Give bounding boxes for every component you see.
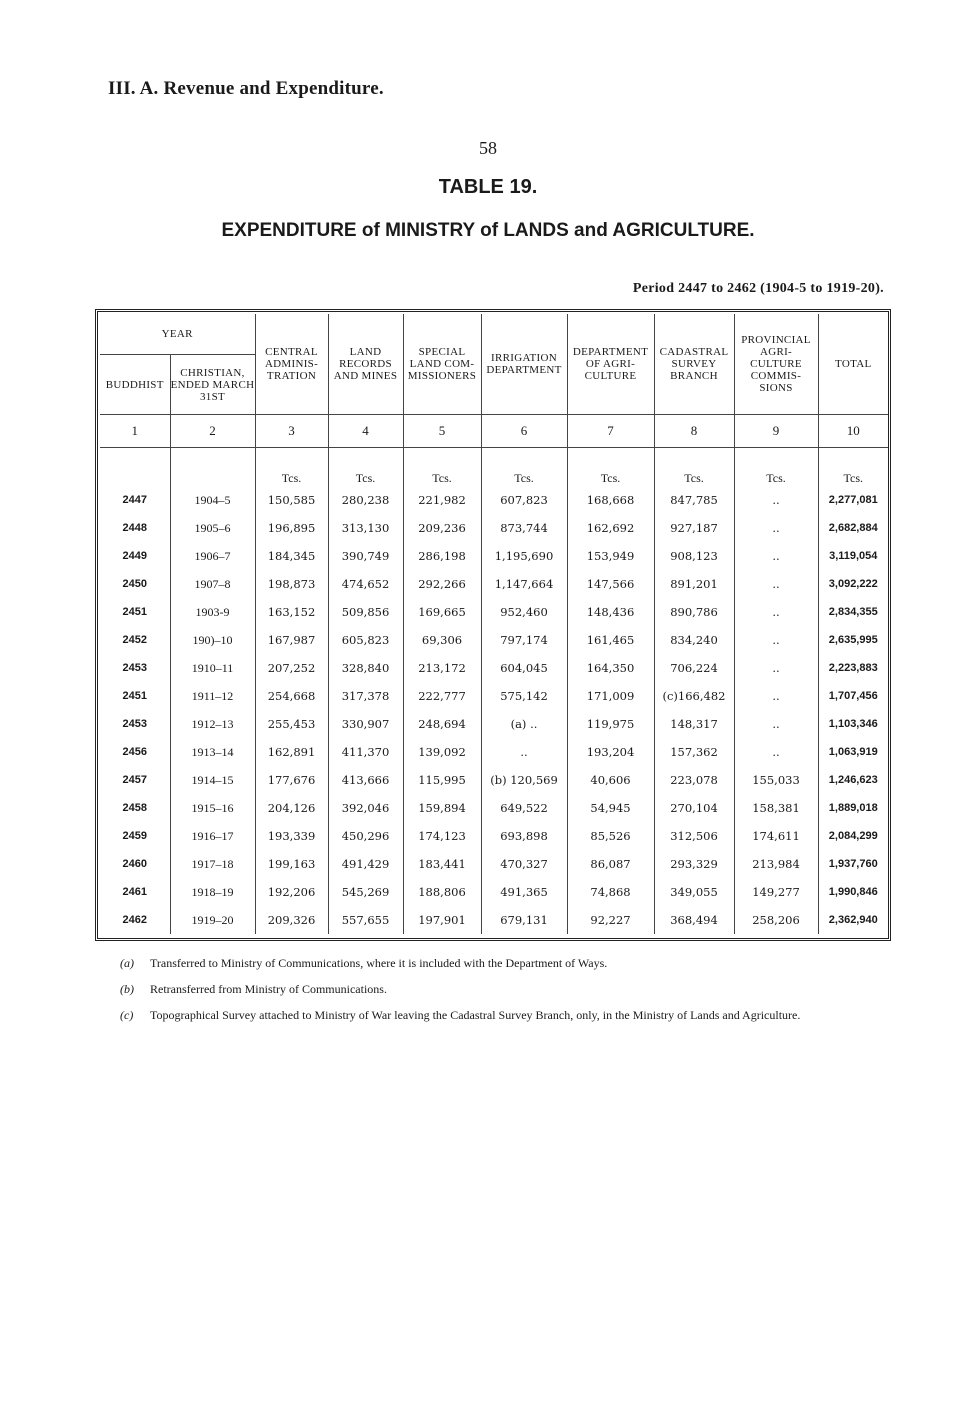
cell-special: 209,236 (403, 514, 481, 542)
cell-irrigation: .. (481, 738, 567, 766)
cell-agri: 161,465 (567, 626, 654, 654)
table-row (100, 486, 888, 514)
cell-cadastral: 890,786 (654, 598, 734, 626)
cell-central: 254,668 (255, 682, 328, 710)
cell-christian: 1905–6 (170, 514, 255, 542)
cell-central: 163,152 (255, 598, 328, 626)
cell-special: 292,266 (403, 570, 481, 598)
cell-provincial: 149,277 (734, 878, 818, 906)
column-number: 9 (734, 415, 818, 448)
cell-land: 605,823 (328, 626, 403, 654)
cell-irrigation: (a) .. (481, 710, 567, 738)
header-total: TOTAL (818, 314, 888, 415)
cell-total: 1,103,346 (818, 710, 888, 738)
cell-special: 248,694 (403, 710, 481, 738)
cell-agri: 147,566 (567, 570, 654, 598)
cell-buddhist: 2447 (122, 494, 147, 506)
cell-land: 330,907 (328, 710, 403, 738)
column-number: 6 (481, 415, 567, 448)
cell-cadastral: 223,078 (654, 766, 734, 794)
cell-christian: 1917–18 (170, 850, 255, 878)
cell-christian: 1911–12 (170, 682, 255, 710)
cell-cadastral: 349,055 (654, 878, 734, 906)
table-row (100, 794, 888, 822)
cell-total: 2,834,355 (818, 598, 888, 626)
cell-buddhist: 2452 (122, 634, 147, 646)
cell-agri: 85,526 (567, 822, 654, 850)
cell-total: 1,937,760 (818, 850, 888, 878)
cell-agri: 74,868 (567, 878, 654, 906)
cell-irrigation: 1,195,690 (481, 542, 567, 570)
cell-central: 193,339 (255, 822, 328, 850)
cell-central: 162,891 (255, 738, 328, 766)
cell-christian: 1910–11 (170, 654, 255, 682)
cell-buddhist: 2451 (122, 606, 147, 618)
period-label: Period 2447 to 2462 (1904-5 to 1919-20). (632, 281, 884, 296)
cell-land: 557,655 (328, 906, 403, 934)
footnote (120, 1007, 890, 1024)
footnotes (120, 955, 890, 1033)
cell-christian: 1916–17 (170, 822, 255, 850)
cell-total: 2,635,995 (818, 626, 888, 654)
cell-irrigation: 693,898 (481, 822, 567, 850)
cell-agri: 86,087 (567, 850, 654, 878)
cell-land: 392,046 (328, 794, 403, 822)
column-number-row (100, 415, 888, 448)
footnote-text: Retransferred from Ministry of Communications. (150, 982, 387, 996)
cell-central: 207,252 (255, 654, 328, 682)
footnote-text: Topographical Survey attached to Ministry of War leaving the Cadastral Survey Branch, only, in the Ministry of Lands and Agriculture. (150, 1008, 801, 1022)
header-christian: CHRISTIAN, ENDED MARCH 31ST (170, 355, 255, 415)
table-row (100, 710, 888, 738)
column-number: 10 (818, 415, 888, 448)
table-number: TABLE 19. (438, 176, 538, 198)
cell-agri: 168,668 (567, 486, 654, 514)
cell-cadastral: 891,201 (654, 570, 734, 598)
unit-row (100, 448, 888, 487)
cell-cadastral: 293,329 (654, 850, 734, 878)
cell-buddhist: 2449 (122, 550, 147, 562)
section-heading: III. A. Revenue and Expenditure. (108, 78, 384, 99)
cell-central: 192,206 (255, 878, 328, 906)
column-number: 2 (170, 415, 255, 448)
cell-central: 184,345 (255, 542, 328, 570)
cell-buddhist: 2459 (122, 830, 147, 842)
cell-cadastral: 834,240 (654, 626, 734, 654)
cell-irrigation: 604,045 (481, 654, 567, 682)
cell-cadastral: 148,317 (654, 710, 734, 738)
unit-label: Tcs. (481, 448, 567, 487)
cell-special: 69,306 (403, 626, 481, 654)
table-row (100, 598, 888, 626)
cell-agri: 164,350 (567, 654, 654, 682)
cell-total: 2,084,299 (818, 822, 888, 850)
cell-provincial: 155,033 (734, 766, 818, 794)
cell-total: 1,707,456 (818, 682, 888, 710)
cell-agri: 148,436 (567, 598, 654, 626)
table-title: EXPENDITURE of MINISTRY of LANDS and AGRICULTURE. (221, 220, 755, 241)
unit-label: Tcs. (567, 448, 654, 487)
cell-special: 197,901 (403, 906, 481, 934)
cell-special: 188,806 (403, 878, 481, 906)
cell-land: 313,130 (328, 514, 403, 542)
cell-land: 450,296 (328, 822, 403, 850)
cell-central: 196,895 (255, 514, 328, 542)
table-row (100, 878, 888, 906)
cell-agri: 119,975 (567, 710, 654, 738)
table-row (100, 766, 888, 794)
cell-special: 174,123 (403, 822, 481, 850)
cell-irrigation: (b) 120,569 (481, 766, 567, 794)
cell-special: 222,777 (403, 682, 481, 710)
cell-land: 491,429 (328, 850, 403, 878)
unit-label: Tcs. (734, 448, 818, 487)
cell-buddhist: 2457 (122, 774, 147, 786)
cell-provincial: 213,984 (734, 850, 818, 878)
cell-cadastral: 312,506 (654, 822, 734, 850)
table-row (100, 626, 888, 654)
header-land-records: LAND RECORDS AND MINES (328, 314, 403, 415)
cell-buddhist: 2453 (122, 662, 147, 674)
cell-special: 213,172 (403, 654, 481, 682)
cell-land: 413,666 (328, 766, 403, 794)
cell-central: 177,676 (255, 766, 328, 794)
cell-cadastral: (c)166,482 (654, 682, 734, 710)
column-number: 5 (403, 415, 481, 448)
cell-christian: 1912–13 (170, 710, 255, 738)
table-row (100, 822, 888, 850)
table-body (100, 486, 888, 934)
cell-irrigation: 649,522 (481, 794, 567, 822)
cell-provincial: .. (734, 570, 818, 598)
cell-provincial: 174,611 (734, 822, 818, 850)
cell-christian: 1918–19 (170, 878, 255, 906)
cell-total: 2,362,940 (818, 906, 888, 934)
cell-cadastral: 270,104 (654, 794, 734, 822)
cell-christian: 1904–5 (170, 486, 255, 514)
cell-special: 183,441 (403, 850, 481, 878)
cell-provincial: .. (734, 654, 818, 682)
cell-land: 317,378 (328, 682, 403, 710)
footnote-mark: (c) (120, 1008, 134, 1022)
cell-central: 199,163 (255, 850, 328, 878)
cell-christian: 1914–15 (170, 766, 255, 794)
cell-special: 221,982 (403, 486, 481, 514)
cell-christian: 1906–7 (170, 542, 255, 570)
cell-buddhist: 2456 (122, 746, 147, 758)
cell-special: 115,995 (403, 766, 481, 794)
cell-central: 167,987 (255, 626, 328, 654)
cell-irrigation: 491,365 (481, 878, 567, 906)
cell-provincial: .. (734, 710, 818, 738)
cell-total: 1,246,623 (818, 766, 888, 794)
cell-cadastral: 927,187 (654, 514, 734, 542)
cell-agri: 193,204 (567, 738, 654, 766)
cell-land: 280,238 (328, 486, 403, 514)
cell-provincial: .. (734, 626, 818, 654)
cell-cadastral: 706,224 (654, 654, 734, 682)
cell-special: 286,198 (403, 542, 481, 570)
cell-buddhist: 2460 (122, 858, 147, 870)
cell-central: 198,873 (255, 570, 328, 598)
header-irrigation-department: IRRIGATION DEPARTMENT (481, 314, 567, 415)
cell-agri: 54,945 (567, 794, 654, 822)
cell-christian: 1919–20 (170, 906, 255, 934)
cell-special: 139,092 (403, 738, 481, 766)
cell-agri: 171,009 (567, 682, 654, 710)
cell-land: 411,370 (328, 738, 403, 766)
column-number: 1 (100, 415, 170, 448)
cell-provincial: 158,381 (734, 794, 818, 822)
unit-label: Tcs. (403, 448, 481, 487)
cell-total: 1,990,846 (818, 878, 888, 906)
cell-total: 3,092,222 (818, 570, 888, 598)
cell-cadastral: 368,494 (654, 906, 734, 934)
cell-irrigation: 679,131 (481, 906, 567, 934)
cell-christian: 1903-9 (170, 598, 255, 626)
page-number: 58 (479, 138, 497, 158)
cell-irrigation: 873,744 (481, 514, 567, 542)
footnote-text: Transferred to Ministry of Communications, where it is included with the Department of Ways. (150, 956, 608, 970)
cell-christian: 1915–16 (170, 794, 255, 822)
column-number: 7 (567, 415, 654, 448)
unit-label: Tcs. (328, 448, 403, 487)
cell-land: 390,749 (328, 542, 403, 570)
cell-total: 1,063,919 (818, 738, 888, 766)
unit-label: Tcs. (654, 448, 734, 487)
cell-buddhist: 2448 (122, 522, 147, 534)
cell-central: 209,326 (255, 906, 328, 934)
cell-irrigation: 1,147,664 (481, 570, 567, 598)
cell-provincial: 258,206 (734, 906, 818, 934)
cell-provincial: .. (734, 682, 818, 710)
cell-irrigation: 607,823 (481, 486, 567, 514)
cell-agri: 92,227 (567, 906, 654, 934)
cell-land: 474,652 (328, 570, 403, 598)
cell-cadastral: 157,362 (654, 738, 734, 766)
cell-buddhist: 2461 (122, 886, 147, 898)
cell-agri: 162,692 (567, 514, 654, 542)
unit-label: Tcs. (818, 448, 888, 487)
header-provincial-agriculture-commissions: PROVINCIAL AGRI-CULTURE COMMIS-SIONS (734, 314, 818, 415)
cell-special: 159,894 (403, 794, 481, 822)
cell-buddhist: 2453 (122, 718, 147, 730)
cell-provincial: .. (734, 486, 818, 514)
table-row (100, 682, 888, 710)
cell-total: 2,223,883 (818, 654, 888, 682)
cell-land: 328,840 (328, 654, 403, 682)
cell-provincial: .. (734, 738, 818, 766)
cell-provincial: .. (734, 598, 818, 626)
cell-buddhist: 2462 (122, 914, 147, 926)
cell-provincial: .. (734, 542, 818, 570)
table-row (100, 570, 888, 598)
table-row (100, 738, 888, 766)
cell-total: 2,277,081 (818, 486, 888, 514)
cell-cadastral: 908,123 (654, 542, 734, 570)
unit-label: Tcs. (255, 448, 328, 487)
cell-central: 255,453 (255, 710, 328, 738)
cell-irrigation: 470,327 (481, 850, 567, 878)
cell-agri: 40,606 (567, 766, 654, 794)
cell-total: 2,682,884 (818, 514, 888, 542)
table-row (100, 906, 888, 934)
table-row (100, 850, 888, 878)
cell-land: 545,269 (328, 878, 403, 906)
cell-central: 150,585 (255, 486, 328, 514)
cell-christian: 1907–8 (170, 570, 255, 598)
cell-irrigation: 575,142 (481, 682, 567, 710)
footnote-mark: (a) (120, 956, 134, 970)
footnote (120, 955, 890, 972)
cell-total: 1,889,018 (818, 794, 888, 822)
cell-christian: 1913–14 (170, 738, 255, 766)
header-central-administration: CENTRAL ADMINIS-TRATION (255, 314, 328, 415)
table-row (100, 542, 888, 570)
cell-central: 204,126 (255, 794, 328, 822)
expenditure-table (100, 314, 888, 934)
header-special-land-commissioners: SPECIAL LAND COM-MISSIONERS (403, 314, 481, 415)
cell-buddhist: 2451 (122, 690, 147, 702)
cell-irrigation: 952,460 (481, 598, 567, 626)
footnote (120, 981, 890, 998)
column-number: 3 (255, 415, 328, 448)
header-year: YEAR (100, 314, 255, 355)
column-number: 4 (328, 415, 403, 448)
cell-total: 3,119,054 (818, 542, 888, 570)
cell-buddhist: 2450 (122, 578, 147, 590)
cell-buddhist: 2458 (122, 802, 147, 814)
cell-agri: 153,949 (567, 542, 654, 570)
cell-land: 509,856 (328, 598, 403, 626)
header-buddhist: BUDDHIST (105, 378, 164, 391)
cell-provincial: .. (734, 514, 818, 542)
cell-irrigation: 797,174 (481, 626, 567, 654)
cell-cadastral: 847,785 (654, 486, 734, 514)
table-row (100, 514, 888, 542)
header-department-of-agriculture: DEPARTMENT OF AGRI-CULTURE (567, 314, 654, 415)
table-row (100, 654, 888, 682)
header-cadastral-survey-branch: CADASTRAL SURVEY BRANCH (654, 314, 734, 415)
column-number: 8 (654, 415, 734, 448)
cell-christian: 190)–10 (170, 626, 255, 654)
footnote-mark: (b) (120, 982, 134, 996)
cell-special: 169,665 (403, 598, 481, 626)
